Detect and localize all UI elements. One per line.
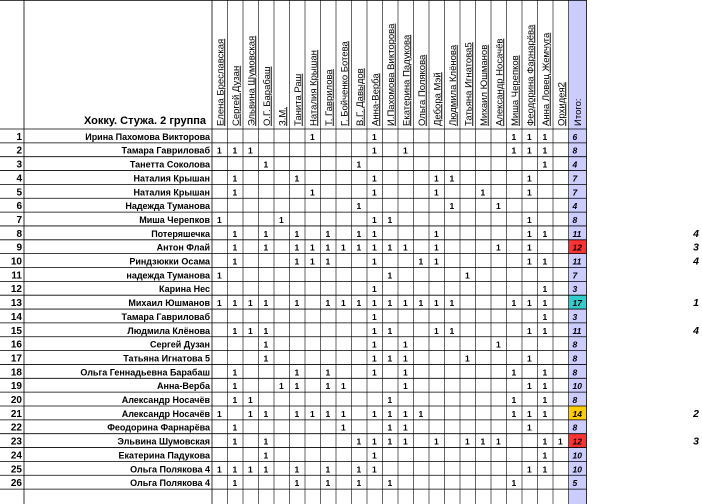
- participant-name: Ирина Пахомова Викторова: [85, 131, 210, 142]
- vote-mark: 1: [387, 395, 393, 405]
- vote-mark: 1: [387, 325, 393, 336]
- vote-mark: 1: [387, 270, 393, 281]
- vote-mark: 1: [403, 408, 408, 419]
- participant-name: Анна-Верба: [157, 381, 210, 392]
- vote-mark: 1: [387, 298, 393, 309]
- column-header-22: Анна Ловец Жемчуга: [540, 32, 552, 126]
- participant-name: Екатерина Падукова: [118, 450, 210, 461]
- vote-mark: 1: [356, 201, 362, 212]
- row-total: 8: [572, 422, 578, 433]
- column-header-5: З.М.: [277, 107, 289, 126]
- vote-mark: 1: [294, 298, 300, 309]
- vote-mark: 1: [341, 422, 346, 433]
- vote-mark: 1: [341, 381, 346, 392]
- vote-mark: 1: [232, 325, 238, 336]
- vote-mark: 1: [248, 408, 253, 419]
- vote-mark: 1: [496, 339, 501, 350]
- vote-mark: 1: [527, 145, 532, 156]
- vote-mark: 1: [294, 381, 300, 392]
- vote-mark: 1: [465, 270, 470, 281]
- vote-mark: 1: [542, 325, 548, 336]
- column-header-18: Михаил Юшманов: [478, 44, 490, 126]
- rank: 1: [693, 297, 699, 310]
- vote-mark: 1: [232, 381, 238, 392]
- vote-mark: 1: [511, 408, 517, 419]
- column-header-2: Сергей Дузан: [230, 65, 242, 126]
- vote-mark: 1: [542, 450, 548, 461]
- vote-mark: 1: [527, 256, 532, 267]
- column-header-19: Александр Носачёв: [494, 38, 506, 126]
- participant-name: Тамара Гавриловаб: [121, 145, 210, 156]
- row-number: 5: [16, 187, 22, 199]
- column-header-4: О.Г. Барабаш: [261, 66, 273, 126]
- column-header-16: Людмила Клёнова: [447, 44, 459, 126]
- vote-mark: 1: [294, 173, 300, 184]
- vote-mark: 1: [511, 395, 517, 405]
- vote-mark: 1: [403, 242, 408, 253]
- row-number: 1: [16, 131, 22, 143]
- vote-mark: 1: [232, 422, 238, 433]
- vote-mark: 1: [511, 145, 517, 156]
- vote-mark: 1: [217, 145, 222, 156]
- vote-mark: 1: [279, 214, 284, 225]
- vote-mark: 1: [294, 228, 300, 239]
- row-total: 8: [572, 395, 578, 405]
- rank: 4: [693, 227, 699, 240]
- vote-mark: 1: [248, 464, 253, 475]
- row-total: 11: [572, 256, 582, 267]
- vote-mark: 1: [372, 284, 377, 295]
- column-header-6: Танита Раш: [292, 73, 304, 126]
- vote-mark: 1: [217, 464, 222, 475]
- column-header-14: Ольга Полякова: [416, 54, 428, 126]
- vote-mark: 1: [434, 173, 439, 184]
- vote-mark: 1: [527, 298, 532, 309]
- vote-mark: 1: [325, 242, 331, 253]
- rank: 3: [693, 241, 699, 254]
- vote-mark: 1: [294, 464, 300, 475]
- vote-mark: 1: [387, 436, 393, 447]
- vote-mark: 1: [263, 339, 269, 350]
- column-header-9: Г. Бойченко Ботева: [339, 41, 351, 126]
- participant-name: надежда Туманова: [126, 270, 210, 281]
- vote-mark: 1: [294, 478, 300, 489]
- column-header-20: Миша Черепков: [509, 55, 521, 126]
- column-header-21: Феодорина Фарнарёва: [525, 24, 537, 126]
- vote-mark: 1: [232, 436, 238, 447]
- vote-mark: 1: [356, 228, 362, 239]
- participant-name: Сергей Дузан: [150, 339, 210, 350]
- vote-mark: 1: [434, 325, 439, 336]
- vote-mark: 1: [325, 408, 331, 419]
- vote-mark: 1: [372, 367, 377, 378]
- row-number: 14: [10, 311, 22, 323]
- vote-mark: 1: [403, 298, 408, 309]
- row-total: 10: [572, 464, 582, 475]
- row-number: 8: [16, 228, 22, 240]
- row-total: 12: [572, 242, 582, 253]
- vote-mark: 1: [527, 214, 532, 225]
- vote-mark: 1: [310, 256, 315, 267]
- vote-mark: 1: [527, 381, 532, 392]
- vote-mark: 1: [387, 422, 393, 433]
- vote-mark: 1: [542, 408, 548, 419]
- vote-mark: 1: [263, 298, 269, 309]
- rank: 4: [693, 324, 699, 337]
- vote-mark: 1: [449, 325, 455, 336]
- vote-mark: 1: [232, 145, 238, 156]
- participant-name: Надежда Туманова: [125, 201, 210, 212]
- vote-mark: 1: [372, 339, 377, 350]
- vote-mark: 1: [248, 325, 253, 336]
- vote-mark: 1: [248, 298, 253, 309]
- row-number: 2: [16, 145, 22, 157]
- row-total: 14: [572, 408, 582, 419]
- sheet-title: Хокку. Стужа. 2 группа: [83, 115, 206, 127]
- vote-mark: 1: [387, 353, 393, 364]
- row-number: 22: [10, 422, 22, 434]
- vote-mark: 1: [310, 187, 315, 198]
- row-number: 16: [10, 339, 22, 351]
- rank: 2: [693, 407, 699, 420]
- participant-name: Людмила Клёнова: [127, 325, 210, 336]
- participant-name: Наталия Крышан: [133, 187, 210, 198]
- vote-mark: 1: [372, 256, 377, 267]
- vote-mark: 1: [511, 298, 517, 309]
- vote-mark: 1: [511, 478, 517, 489]
- vote-mark: 1: [232, 256, 238, 267]
- vote-mark: 1: [217, 214, 222, 225]
- vote-mark: 1: [511, 367, 517, 378]
- participant-name: Карина Нес: [159, 284, 210, 295]
- vote-mark: 1: [372, 464, 377, 475]
- row-total: 6: [572, 131, 578, 142]
- row-total: 11: [572, 325, 582, 336]
- vote-mark: 1: [217, 270, 222, 281]
- vote-mark: 1: [527, 187, 532, 198]
- vote-mark: 1: [217, 298, 222, 309]
- vote-mark: 1: [341, 298, 346, 309]
- vote-mark: 1: [217, 408, 222, 419]
- row-total: 3: [572, 284, 578, 295]
- vote-mark: 1: [449, 173, 455, 184]
- vote-mark: 1: [403, 145, 408, 156]
- vote-mark: 1: [232, 298, 238, 309]
- vote-mark: 1: [542, 256, 548, 267]
- row-number: 7: [16, 214, 22, 226]
- vote-mark: 1: [542, 131, 548, 142]
- vote-mark: 1: [356, 478, 362, 489]
- vote-mark: 1: [496, 201, 501, 212]
- row-total: 8: [572, 367, 578, 378]
- vote-mark: 1: [232, 173, 238, 184]
- row-number: 26: [10, 478, 22, 490]
- row-total: 7: [572, 187, 578, 198]
- row-number: 21: [10, 408, 22, 420]
- vote-mark: 1: [527, 464, 532, 475]
- vote-mark: 1: [372, 173, 377, 184]
- row-number: 15: [10, 325, 22, 337]
- vote-mark: 1: [403, 339, 408, 350]
- vote-mark: 1: [356, 159, 362, 170]
- vote-mark: 1: [434, 436, 439, 447]
- vote-mark: 1: [542, 298, 548, 309]
- vote-mark: 1: [372, 187, 377, 198]
- vote-mark: 1: [449, 298, 455, 309]
- vote-mark: 1: [279, 381, 284, 392]
- vote-mark: 1: [434, 228, 439, 239]
- column-header-3: Эльвина Шумовская: [246, 35, 258, 126]
- vote-mark: 1: [372, 242, 377, 253]
- vote-mark: 1: [480, 187, 486, 198]
- vote-mark: 1: [372, 145, 377, 156]
- column-header-7: Наталия Крышан: [308, 50, 320, 126]
- vote-mark: 1: [325, 478, 331, 489]
- vote-mark: 1: [387, 242, 393, 253]
- vote-mark: 1: [325, 464, 331, 475]
- vote-mark: 1: [465, 353, 470, 364]
- vote-mark: 1: [403, 381, 408, 392]
- row-total: 8: [572, 339, 578, 350]
- vote-mark: 1: [418, 298, 424, 309]
- row-total: 7: [572, 173, 578, 184]
- vote-mark: 1: [372, 325, 377, 336]
- vote-mark: 1: [403, 436, 408, 447]
- vote-mark: 1: [542, 367, 548, 378]
- vote-mark: 1: [527, 325, 532, 336]
- column-header-12: И.Пахомова Викторова: [385, 23, 397, 126]
- vote-mark: 1: [434, 256, 439, 267]
- vote-mark: 1: [558, 436, 563, 447]
- vote-mark: 1: [263, 408, 269, 419]
- participant-name: Ольга Геннадьевна Барабаш: [80, 367, 210, 378]
- vote-mark: 1: [325, 367, 331, 378]
- row-number: 4: [16, 173, 22, 185]
- row-total: 3: [572, 311, 578, 322]
- vote-mark: 1: [263, 450, 269, 461]
- vote-mark: 1: [325, 381, 331, 392]
- participant-name: Наталия Крышан: [133, 173, 210, 184]
- vote-mark: 1: [527, 408, 532, 419]
- vote-mark: 1: [542, 284, 548, 295]
- rank: 4: [693, 255, 699, 268]
- vote-mark: 1: [372, 228, 377, 239]
- row-number: 9: [16, 242, 22, 254]
- vote-mark: 1: [341, 242, 346, 253]
- vote-mark: 1: [434, 242, 439, 253]
- vote-mark: 1: [527, 228, 532, 239]
- vote-mark: 1: [232, 464, 238, 475]
- vote-mark: 1: [232, 478, 238, 489]
- participant-name: Ольга Полякова 4: [130, 478, 210, 489]
- column-header-10: В.Г. Давыдов: [354, 68, 366, 126]
- vote-mark: 1: [542, 228, 548, 239]
- column-header-23: Орхидея2: [556, 82, 568, 126]
- row-number: 18: [10, 367, 22, 379]
- vote-mark: 1: [542, 436, 548, 447]
- vote-mark: 1: [325, 228, 331, 239]
- vote-mark: 1: [232, 228, 238, 239]
- vote-mark: 1: [387, 408, 393, 419]
- participant-name: Ольга Полякова 4: [130, 464, 210, 475]
- row-number: 13: [10, 298, 22, 310]
- row-total: 11: [572, 228, 582, 239]
- vote-mark: 1: [527, 422, 532, 433]
- vote-mark: 1: [372, 353, 377, 364]
- vote-mark: 1: [232, 367, 238, 378]
- vote-mark: 1: [527, 173, 532, 184]
- participant-name: Потеряшечка: [151, 228, 210, 239]
- vote-mark: 1: [310, 242, 315, 253]
- row-total: 8: [572, 145, 578, 156]
- row-total: 5: [572, 478, 578, 489]
- row-number: 20: [10, 395, 22, 406]
- vote-mark: 1: [449, 201, 455, 212]
- row-number: 11: [11, 270, 22, 282]
- vote-mark: 1: [387, 478, 393, 489]
- participant-name: Риндзюкки Осама: [129, 256, 210, 267]
- vote-mark: 1: [232, 242, 238, 253]
- vote-mark: 1: [263, 436, 269, 447]
- row-total: 12: [572, 436, 582, 447]
- vote-mark: 1: [496, 242, 501, 253]
- vote-mark: 1: [310, 131, 315, 142]
- vote-mark: 1: [232, 187, 238, 198]
- row-total: 4: [572, 201, 578, 212]
- row-number: 19: [10, 381, 22, 393]
- vote-mark: 1: [527, 131, 532, 142]
- vote-mark: 1: [403, 353, 408, 364]
- row-number: 10: [10, 256, 22, 268]
- participant-name: Михаил Юшманов: [128, 298, 210, 309]
- column-header-17: Татьяна Игнатова5: [463, 42, 475, 126]
- vote-mark: 1: [356, 436, 362, 447]
- vote-mark: 1: [294, 242, 300, 253]
- row-number: 12: [10, 284, 22, 296]
- vote-mark: 1: [465, 436, 470, 447]
- vote-mark: 1: [542, 145, 548, 156]
- vote-mark: 1: [356, 464, 362, 475]
- vote-mark: 1: [527, 353, 532, 364]
- vote-mark: 1: [372, 408, 377, 419]
- vote-mark: 1: [434, 187, 439, 198]
- vote-mark: 1: [263, 159, 269, 170]
- row-total: 7: [572, 270, 578, 281]
- row-number: 25: [10, 464, 22, 476]
- vote-mark: 1: [511, 131, 517, 142]
- vote-mark: 1: [387, 214, 393, 225]
- vote-mark: 1: [294, 367, 300, 378]
- vote-mark: 1: [263, 242, 269, 253]
- vote-mark: 1: [325, 298, 331, 309]
- column-header-15: Дебора Мэй: [432, 72, 444, 126]
- vote-mark: 1: [294, 256, 300, 267]
- vote-mark: 1: [480, 436, 486, 447]
- vote-mark: 1: [248, 145, 253, 156]
- vote-mark: 1: [372, 298, 377, 309]
- participant-name: Эльвина Шумовская: [117, 436, 210, 447]
- participant-name: Феодорина Фарнарёва: [107, 422, 210, 433]
- participant-name: Александр Носачёв: [121, 395, 210, 405]
- vote-mark: 1: [527, 242, 532, 253]
- column-header-8: Т. Гаврилова: [323, 69, 335, 126]
- participant-name: Танетта Соколова: [129, 159, 210, 170]
- column-header-13: Екатерина Падукова: [401, 34, 413, 126]
- participant-name: Тамара Гавриловаб: [121, 311, 210, 322]
- vote-mark: 1: [418, 256, 424, 267]
- vote-mark: 1: [418, 408, 424, 419]
- vote-mark: 1: [496, 436, 501, 447]
- vote-mark: 1: [372, 436, 377, 447]
- vote-mark: 1: [294, 408, 300, 419]
- vote-mark: 1: [372, 450, 377, 461]
- participant-name: Татьяна Игнатова 5: [123, 353, 210, 364]
- row-total: 17: [572, 298, 582, 309]
- participant-name: Антон Флай: [156, 242, 210, 253]
- vote-mark: 1: [542, 311, 548, 322]
- vote-mark: 1: [542, 395, 548, 405]
- vote-mark: 1: [372, 214, 377, 225]
- row-number: 6: [16, 201, 22, 213]
- vote-mark: 1: [372, 131, 377, 142]
- vote-mark: 1: [325, 256, 331, 267]
- column-header-11: Анна-Верба: [370, 73, 382, 126]
- vote-mark: 1: [248, 395, 253, 405]
- row-number: 17: [10, 353, 22, 365]
- vote-mark: 1: [341, 408, 346, 419]
- vote-mark: 1: [263, 464, 269, 475]
- vote-mark: 1: [403, 367, 408, 378]
- vote-mark: 1: [542, 159, 548, 170]
- vote-mark: 1: [372, 311, 377, 322]
- row-total: 10: [572, 381, 582, 392]
- row-total: 4: [572, 159, 578, 170]
- vote-mark: 1: [356, 242, 362, 253]
- vote-mark: 1: [542, 381, 548, 392]
- vote-mark: 1: [263, 353, 269, 364]
- participant-name: Миша Черепков: [139, 214, 210, 225]
- row-number: 23: [10, 436, 22, 448]
- vote-mark: 1: [232, 395, 238, 405]
- vote-mark: 1: [403, 422, 408, 433]
- row-total: 8: [572, 214, 578, 225]
- column-header-1: Елена Бреславская: [215, 38, 227, 126]
- row-number: 3: [16, 159, 22, 171]
- vote-mark: 1: [356, 298, 362, 309]
- vote-mark: 1: [263, 325, 269, 336]
- total-header: Итого:: [573, 98, 584, 126]
- row-number: 24: [10, 450, 22, 462]
- vote-mark: 1: [434, 298, 439, 309]
- rank: 3: [693, 435, 699, 448]
- row-total: 8: [572, 353, 578, 364]
- vote-mark: 1: [263, 228, 269, 239]
- vote-mark: 1: [310, 408, 315, 419]
- participant-name: Александр Носачёв: [121, 408, 210, 419]
- row-total: 10: [572, 450, 582, 461]
- vote-mark: 1: [542, 464, 548, 475]
